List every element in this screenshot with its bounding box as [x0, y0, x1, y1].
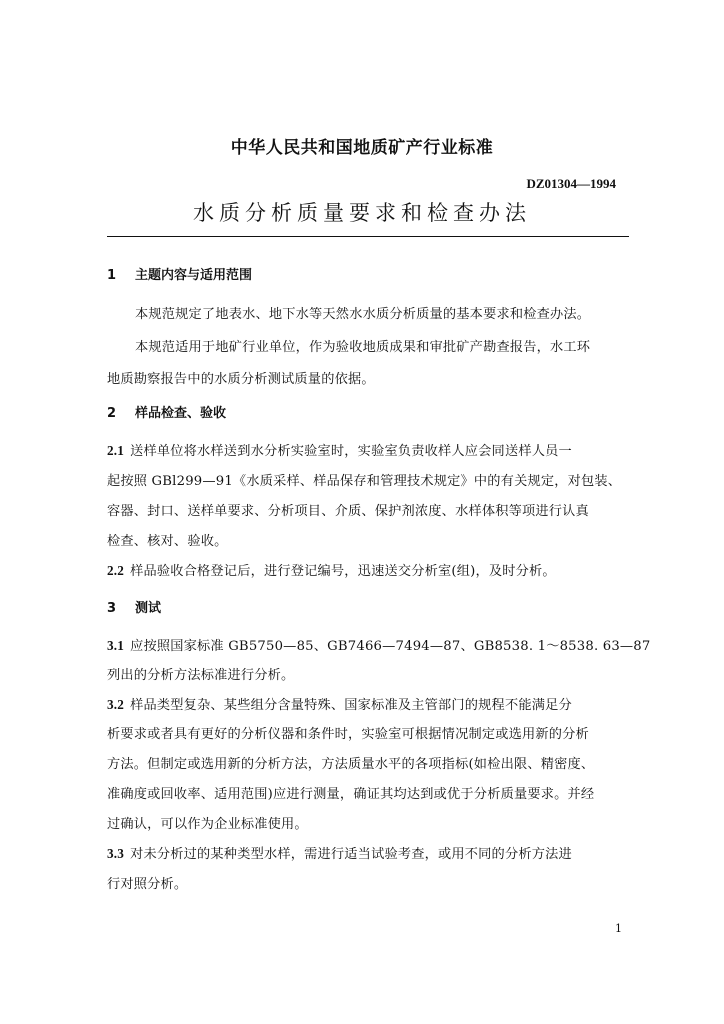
- paragraph-line: 本规范适用于地矿行业单位，作为验收地质成果和审批矿产勘查报告，水工环: [135, 340, 591, 355]
- section-number: 2: [107, 406, 117, 421]
- standard-code: DZ01304—1994: [526, 176, 616, 191]
- title-rule: [107, 236, 629, 237]
- clause-text: 样品验收合格登记后，进行登记编号，迅速送交分析室(组)，及时分析。: [130, 564, 556, 579]
- paragraph-line: 本规范规定了地表水、地下水等天然水水质分析质量的基本要求和检查办法。: [135, 307, 591, 322]
- section-1-heading: [107, 264, 252, 283]
- document-title: 水质分析质量要求和检查办法: [193, 201, 531, 225]
- clause-text: 样品类型复杂、某些组分含量特殊、国家标准及主管部门的规程不能满足分: [130, 698, 572, 713]
- paragraph-line: 容器、封口、送样单要求、分析项目、介质、保护剂浓度、水样体积等项进行认真: [107, 504, 589, 519]
- clause-3-1: [107, 635, 650, 654]
- section-2-heading: [107, 402, 226, 421]
- paragraph-line: 准确度或回收率、适用范围)应进行测量，确证其均达到或优于分析质量要求。并经: [107, 787, 595, 802]
- paragraph-line: 过确认，可以作为企业标准使用。: [107, 817, 308, 832]
- paragraph-line: 检查、核对、验收。: [107, 534, 228, 549]
- paragraph-line: 列出的分析方法标准进行分析。: [107, 668, 295, 683]
- clause-text: 送样单位将水样送到水分析实验室时，实验室负责收样人应会同送样人员一: [130, 444, 572, 459]
- clause-number: 2.1: [107, 443, 125, 458]
- section-title: 样品检查、验收: [135, 406, 227, 421]
- clause-2-1: [107, 440, 572, 459]
- paragraph-line: 方法。但制定或选用新的分析方法，方法质量水平的各项指标(如检出限、精密度、: [107, 757, 595, 772]
- section-3-heading: [107, 597, 161, 616]
- clause-text: 对未分析过的某种类型水样，需进行适当试验考查，或用不同的分析方法进: [130, 847, 572, 862]
- clause-number: 2.2: [107, 563, 125, 578]
- section-number: 1: [107, 268, 117, 283]
- paragraph-line: 地质勘察报告中的水质分析测试质量的依据。: [107, 372, 375, 387]
- clause-3-3: [107, 843, 572, 862]
- clause-number: 3.1: [107, 638, 125, 653]
- paragraph-line: 行对照分析。: [107, 877, 188, 892]
- clause-number: 3.2: [107, 697, 125, 712]
- section-title: 测试: [135, 601, 162, 616]
- clause-text: 应按照国家标准 GB5750—85、GB7466—7494—87、GB8538. 1～8538. 63—87: [130, 639, 651, 654]
- paragraph-line: 析要求或者具有更好的分析仪器和条件时，实验室可根据情况制定或选用新的分析: [107, 727, 589, 742]
- standard-heading: 中华人民共和国地质矿产行业标准: [230, 138, 494, 158]
- clause-3-2: [107, 694, 572, 713]
- section-number: 3: [107, 601, 117, 616]
- clause-number: 3.3: [107, 846, 125, 861]
- section-title: 主题内容与适用范围: [135, 268, 253, 283]
- clause-2-2: [107, 560, 556, 579]
- page-number: 1: [615, 922, 622, 935]
- paragraph-line: 起按照 GBl299—91《水质采样、样品保存和管理技术规定》中的有关规定，对包装、: [107, 474, 622, 489]
